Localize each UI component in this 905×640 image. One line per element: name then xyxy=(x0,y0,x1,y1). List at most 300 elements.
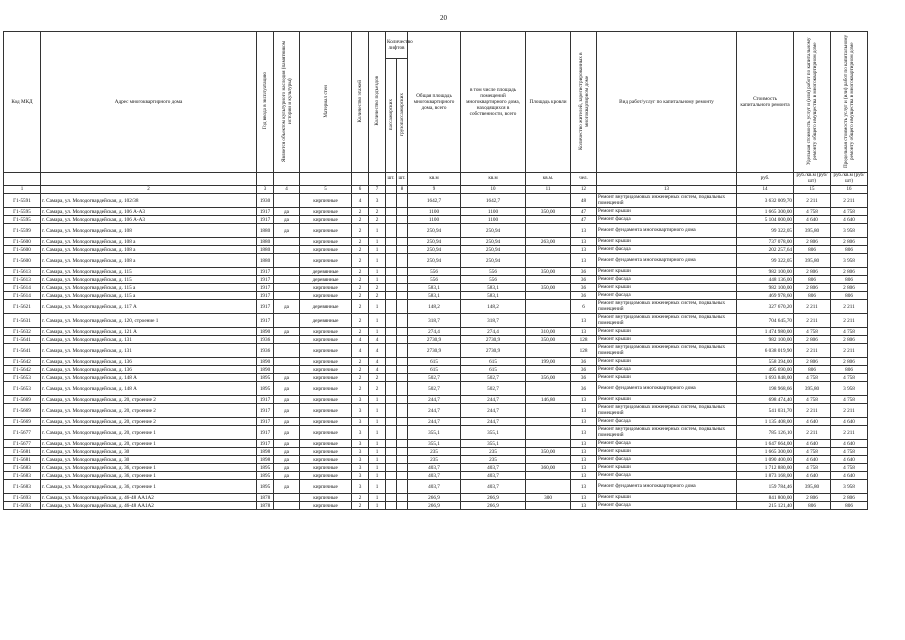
cell-floors: 2 xyxy=(352,502,369,510)
table-row xyxy=(4,208,868,216)
cell-max-cost: 4 758 xyxy=(831,374,868,382)
column-number: 8 xyxy=(397,186,408,194)
cell-entrances: 1 xyxy=(369,480,386,494)
cell-entrances: 2 xyxy=(369,216,386,224)
cell-heritage: да xyxy=(274,426,300,440)
cell-heritage xyxy=(274,238,300,246)
cell-max-cost: 4 758 xyxy=(831,328,868,336)
cell-lifts-cargo xyxy=(397,448,408,456)
cell-heritage: да xyxy=(274,396,300,404)
cell-entrances: 2 xyxy=(369,382,386,396)
column-number: 7 xyxy=(369,186,386,194)
table-row xyxy=(4,404,868,418)
cell-total-area: 235 xyxy=(408,456,461,464)
cell-walls: кирпичные xyxy=(300,328,352,336)
cell-residents: 47 xyxy=(571,208,597,216)
cell-owned-area: 274,4 xyxy=(461,328,526,336)
cell-unit-cost: 2 211 xyxy=(794,194,831,208)
cell-roof-area: 310,00 xyxy=(526,328,571,336)
cell-residents: 48 xyxy=(571,194,597,208)
cell-total-area: 148,2 xyxy=(408,300,461,314)
cell-year: 1936 xyxy=(257,336,274,344)
table-row xyxy=(4,194,868,208)
cell-work-type: Ремонт крыши xyxy=(597,374,737,382)
cell-residents: 13 xyxy=(571,314,597,328)
cell-floors: 3 xyxy=(352,472,369,480)
cell-work-type: Ремонт фундамента многоквартирного дома xyxy=(597,224,737,238)
cell-heritage: да xyxy=(274,208,300,216)
cell-lifts-cargo xyxy=(397,328,408,336)
cell-unit-cost: 395,80 xyxy=(794,382,831,396)
cell-entrances: 1 xyxy=(369,502,386,510)
header-entrances: Количество подъездов xyxy=(369,32,386,173)
cell-lifts-cargo xyxy=(397,314,408,328)
cell-owned-area: 250,94 xyxy=(461,238,526,246)
cell-code: Г1-5595 xyxy=(4,216,41,224)
cell-owned-area: 266,9 xyxy=(461,494,526,502)
cell-work-type: Ремонт крыши xyxy=(597,494,737,502)
cell-heritage xyxy=(274,284,300,292)
cell-roof-area: 350,00 xyxy=(526,448,571,456)
cell-lifts-cargo xyxy=(397,366,408,374)
cell-code: Г1-5595 xyxy=(4,208,41,216)
cell-walls: кирпичные xyxy=(300,292,352,300)
cell-total-area: 502,7 xyxy=(408,374,461,382)
cell-work-type: Ремонт внутридомовых инженерных систем, подвальных помещений xyxy=(597,194,737,208)
cell-walls: кирпичные xyxy=(300,480,352,494)
table-row xyxy=(4,418,868,426)
cell-lifts-passenger xyxy=(386,344,397,358)
cell-residents: 13 xyxy=(571,426,597,440)
cell-total-area: 615 xyxy=(408,358,461,366)
table-row xyxy=(4,276,868,284)
cell-code: Г1-5613 xyxy=(4,268,41,276)
header-owned-area: в том числе площадь помещений многоквартирного дома, находящихся в собственности, всего xyxy=(461,32,526,173)
cell-walls: кирпичные xyxy=(300,238,352,246)
table-row xyxy=(4,382,868,396)
cell-code: Г1-5677 xyxy=(4,440,41,448)
cell-owned-area: 244,7 xyxy=(461,396,526,404)
cell-unit-cost: 4 758 xyxy=(794,448,831,456)
cell-heritage xyxy=(274,494,300,502)
cell-cost: 704 645,70 xyxy=(737,314,794,328)
column-number: 10 xyxy=(461,186,526,194)
header-total-area: Общая площадь многоквартирного дома, всего xyxy=(408,32,461,173)
unit-pcs: шт. xyxy=(397,173,408,186)
cell-floors: 2 xyxy=(352,382,369,396)
cell-total-area: 355,1 xyxy=(408,440,461,448)
cell-code: Г1-5632 xyxy=(4,328,41,336)
unit-empty xyxy=(597,173,737,186)
cell-walls: кирпичные xyxy=(300,224,352,238)
cell-total-area: 583,1 xyxy=(408,284,461,292)
cell-residents: 128 xyxy=(571,336,597,344)
cell-floors: 2 xyxy=(352,276,369,284)
cell-walls: кирпичные xyxy=(300,284,352,292)
cell-entrances: 3 xyxy=(369,194,386,208)
cell-residents: 36 xyxy=(571,374,597,382)
cell-residents: 13 xyxy=(571,246,597,254)
header-year: Год ввода в эксплуатацию xyxy=(257,32,274,173)
cell-code: Г1-5600 xyxy=(4,246,41,254)
cell-year: 1890 xyxy=(257,358,274,366)
cell-floors: 3 xyxy=(352,480,369,494)
cell-roof-area xyxy=(526,366,571,374)
cell-lifts-cargo xyxy=(397,284,408,292)
cell-entrances: 4 xyxy=(369,336,386,344)
cell-floors: 4 xyxy=(352,336,369,344)
cell-residents: 36 xyxy=(571,268,597,276)
cell-residents: 36 xyxy=(571,276,597,284)
cell-cost: 1 665 300,00 xyxy=(737,448,794,456)
cell-cost: 785 126,10 xyxy=(737,426,794,440)
table-row xyxy=(4,314,868,328)
cell-unit-cost: 4 640 xyxy=(794,440,831,448)
cell-lifts-passenger xyxy=(386,374,397,382)
cell-unit-cost: 806 xyxy=(794,292,831,300)
table-row xyxy=(4,440,868,448)
cell-walls: кирпичные xyxy=(300,396,352,404)
cell-unit-cost: 4 640 xyxy=(794,418,831,426)
cell-owned-area: 250,94 xyxy=(461,254,526,268)
cell-entrances: 4 xyxy=(369,344,386,358)
cell-residents: 13 xyxy=(571,494,597,502)
cell-work-type: Ремонт крыши xyxy=(597,396,737,404)
cell-lifts-passenger xyxy=(386,224,397,238)
cell-address: г. Самара, ул. Молодогвардейская, д. 121 А xyxy=(41,328,257,336)
cell-floors: 4 xyxy=(352,344,369,358)
cell-floors: 2 xyxy=(352,238,369,246)
cell-total-area: 556 xyxy=(408,276,461,284)
cell-entrances: 1 xyxy=(369,254,386,268)
column-number: 13 xyxy=(597,186,737,194)
cell-residents: 13 xyxy=(571,448,597,456)
cell-work-type: Ремонт фасада xyxy=(597,472,737,480)
cell-work-type: Ремонт крыши xyxy=(597,464,737,472)
cell-year: 1880 xyxy=(257,224,274,238)
cell-cost: 698 474,40 xyxy=(737,396,794,404)
cell-walls: кирпичные xyxy=(300,502,352,510)
cell-work-type: Ремонт крыши xyxy=(597,268,737,276)
cell-residents: 13 xyxy=(571,472,597,480)
cell-cost: 1 090 400,00 xyxy=(737,456,794,464)
cell-roof-area: 356,00 xyxy=(526,374,571,382)
cell-total-area: 583,1 xyxy=(408,292,461,300)
cell-floors: 3 xyxy=(352,456,369,464)
cell-heritage: да xyxy=(274,418,300,426)
cell-heritage: да xyxy=(274,480,300,494)
cell-code: Г1-5677 xyxy=(4,426,41,440)
cell-lifts-cargo xyxy=(397,246,408,254)
cell-entrances: 1 xyxy=(369,418,386,426)
cell-year: 1917 xyxy=(257,208,274,216)
cell-entrances: 1 xyxy=(369,268,386,276)
cell-lifts-passenger xyxy=(386,456,397,464)
cell-lifts-passenger xyxy=(386,494,397,502)
cell-year: 1880 xyxy=(257,238,274,246)
cell-year: 1890 xyxy=(257,328,274,336)
cell-cost: 737 078,00 xyxy=(737,238,794,246)
cell-residents: 36 xyxy=(571,366,597,374)
cell-work-type: Ремонт внутридомовых инженерных систем, подвальных помещений xyxy=(597,404,737,418)
cell-heritage: да xyxy=(274,440,300,448)
cell-owned-area: 250,94 xyxy=(461,246,526,254)
repair-plan-table xyxy=(3,31,868,510)
cell-max-cost: 3 958 xyxy=(831,254,868,268)
cell-work-type: Ремонт крыши xyxy=(597,238,737,246)
cell-address: г. Самара, ул. Молодогвардейская, д. 148 А xyxy=(41,374,257,382)
cell-code: Г1-5693 xyxy=(4,494,41,502)
cell-cost: 1 135 408,00 xyxy=(737,418,794,426)
unit-empty xyxy=(257,173,274,186)
cell-code: Г1-5600 xyxy=(4,238,41,246)
cell-roof-area: 146,80 xyxy=(526,396,571,404)
cell-cost: 1 873 168,00 xyxy=(737,472,794,480)
cell-code: Г1-5669 xyxy=(4,396,41,404)
header-floors: Количество этажей xyxy=(352,32,369,173)
cell-unit-cost: 2 211 xyxy=(794,300,831,314)
cell-lifts-passenger xyxy=(386,366,397,374)
cell-unit-cost: 4 640 xyxy=(794,216,831,224)
cell-year: 1917 xyxy=(257,396,274,404)
cell-residents: 128 xyxy=(571,344,597,358)
cell-roof-area xyxy=(526,254,571,268)
cell-walls: кирпичные xyxy=(300,404,352,418)
cell-max-cost: 4 640 xyxy=(831,456,868,464)
header-code: Код МКД xyxy=(4,32,41,173)
cell-work-type: Ремонт фасада xyxy=(597,366,737,374)
cell-roof-area xyxy=(526,418,571,426)
cell-floors: 3 xyxy=(352,440,369,448)
cell-residents: 6 xyxy=(571,300,597,314)
cell-residents: 36 xyxy=(571,358,597,366)
cell-address: г. Самара, ул. Молодогвардейская, д. 136 xyxy=(41,358,257,366)
cell-cost: 1 665 300,00 xyxy=(737,208,794,216)
cell-residents: 13 xyxy=(571,254,597,268)
cell-year: 1930 xyxy=(257,194,274,208)
cell-heritage: да xyxy=(274,472,300,480)
cell-unit-cost: 2 806 xyxy=(794,494,831,502)
cell-work-type: Ремонт внутридомовых инженерных систем, подвальных помещений xyxy=(597,426,737,440)
cell-entrances: 1 xyxy=(369,448,386,456)
cell-roof-area xyxy=(526,224,571,238)
cell-lifts-cargo xyxy=(397,276,408,284)
cell-heritage: да xyxy=(274,216,300,224)
cell-work-type: Ремонт крыши xyxy=(597,208,737,216)
cell-heritage xyxy=(274,336,300,344)
cell-residents: 13 xyxy=(571,404,597,418)
table-row xyxy=(4,336,868,344)
cell-entrances: 2 xyxy=(369,208,386,216)
cell-unit-cost: 395,80 xyxy=(794,224,831,238)
cell-year: 1895 xyxy=(257,464,274,472)
cell-walls: кирпичные xyxy=(300,464,352,472)
cell-cost: 159 784,46 xyxy=(737,480,794,494)
cell-cost: 469 978,60 xyxy=(737,292,794,300)
cell-cost: 982 100,00 xyxy=(737,268,794,276)
cell-floors: 2 xyxy=(352,268,369,276)
cell-address: г. Самара, ул. Молодогвардейская, д. 106 А-А3 xyxy=(41,216,257,224)
cell-year: 1880 xyxy=(257,246,274,254)
header-work-type: Вид работ/услуг по капитальному ремонту xyxy=(597,32,737,173)
cell-total-area: 2730,9 xyxy=(408,336,461,344)
cell-year: 1895 xyxy=(257,472,274,480)
cell-code: Г1-5599 xyxy=(4,224,41,238)
cell-year: 1917 xyxy=(257,314,274,328)
cell-year: 1917 xyxy=(257,418,274,426)
cell-floors: 4 xyxy=(352,194,369,208)
cell-heritage: да xyxy=(274,300,300,314)
cell-max-cost: 806 xyxy=(831,292,868,300)
cell-heritage xyxy=(274,194,300,208)
unit-area: кв.м xyxy=(408,173,461,186)
cell-entrances: 2 xyxy=(369,374,386,382)
cell-work-type: Ремонт внутридомовых инженерных систем, подвальных помещений xyxy=(597,314,737,328)
cell-address: г. Самара, ул. Молодогвардейская, д. 20, строение 1 xyxy=(41,426,257,440)
cell-code: Г1-5600 xyxy=(4,254,41,268)
cell-walls: кирпичные xyxy=(300,208,352,216)
cell-address: г. Самара, ул. Молодогвардейская, д. 115 xyxy=(41,276,257,284)
cell-floors: 2 xyxy=(352,284,369,292)
cell-floors: 2 xyxy=(352,366,369,374)
table-row xyxy=(4,292,868,300)
cell-cost: 1 647 664,00 xyxy=(737,440,794,448)
table-row xyxy=(4,464,868,472)
cell-address: г. Самара, ул. Молодогвардейская, д. 46-48 АА1А2 xyxy=(41,502,257,510)
cell-lifts-cargo xyxy=(397,396,408,404)
cell-residents: 36 xyxy=(571,382,597,396)
cell-lifts-passenger xyxy=(386,336,397,344)
cell-residents: 13 xyxy=(571,238,597,246)
cell-max-cost: 2 806 xyxy=(831,238,868,246)
cell-roof-area xyxy=(526,404,571,418)
cell-unit-cost: 2 211 xyxy=(794,314,831,328)
column-number: 3 xyxy=(257,186,274,194)
column-number: 16 xyxy=(831,186,868,194)
cell-heritage: да xyxy=(274,382,300,396)
column-number: 15 xyxy=(794,186,831,194)
cell-lifts-passenger xyxy=(386,208,397,216)
cell-work-type: Ремонт внутридомовых инженерных систем, подвальных помещений xyxy=(597,300,737,314)
header-unit-cost: Удельная стоимость услуг и (или) работ по капитальному ремонту общего имущества в многоквартирном доме xyxy=(794,32,831,173)
cell-max-cost: 806 xyxy=(831,276,868,284)
cell-roof-area xyxy=(526,246,571,254)
cell-code: Г1-5641 xyxy=(4,336,41,344)
cell-roof-area: 350,00 xyxy=(526,336,571,344)
cell-unit-cost: 4 640 xyxy=(794,456,831,464)
cell-heritage: да xyxy=(274,464,300,472)
cell-total-area: 403,7 xyxy=(408,464,461,472)
cell-code: Г1-5653 xyxy=(4,382,41,396)
cell-entrances: 1 xyxy=(369,224,386,238)
cell-year: 1898 xyxy=(257,448,274,456)
cell-residents: 13 xyxy=(571,396,597,404)
cell-cost: 202 257,64 xyxy=(737,246,794,254)
cell-walls: кирпичные xyxy=(300,426,352,440)
header-heritage: Является объектом культурного наследия (памятником истории и культуры) xyxy=(274,32,300,173)
cell-total-area: 244,7 xyxy=(408,418,461,426)
cell-cost: 215 121,40 xyxy=(737,502,794,510)
cell-max-cost: 2 211 xyxy=(831,194,868,208)
cell-total-area: 235 xyxy=(408,448,461,456)
cell-lifts-passenger xyxy=(386,480,397,494)
cell-max-cost: 2 806 xyxy=(831,336,868,344)
cell-max-cost: 2 211 xyxy=(831,426,868,440)
cell-cost: 1 474 980,00 xyxy=(737,328,794,336)
cell-code: Г1-5613 xyxy=(4,276,41,284)
cell-address: г. Самара, ул. Молодогвардейская, д. 115 xyxy=(41,268,257,276)
cell-year: 1878 xyxy=(257,494,274,502)
cell-cost: 558 394,00 xyxy=(737,358,794,366)
cell-heritage: да xyxy=(274,224,300,238)
cell-lifts-cargo xyxy=(397,464,408,472)
unit-empty xyxy=(369,173,386,186)
cell-roof-area xyxy=(526,502,571,510)
cell-lifts-passenger xyxy=(386,194,397,208)
cell-owned-area: 1100 xyxy=(461,216,526,224)
cell-unit-cost: 806 xyxy=(794,276,831,284)
cell-work-type: Ремонт фасада xyxy=(597,216,737,224)
cell-heritage xyxy=(274,276,300,284)
cell-owned-area: 502,7 xyxy=(461,382,526,396)
cell-lifts-cargo xyxy=(397,358,408,366)
cell-lifts-cargo xyxy=(397,374,408,382)
cell-max-cost: 2 211 xyxy=(831,404,868,418)
cell-code: Г1-5683 xyxy=(4,464,41,472)
unit-area: кв.м xyxy=(461,173,526,186)
cell-address: г. Самара, ул. Молодогвардейская, д. 115 а xyxy=(41,284,257,292)
cell-owned-area: 266,9 xyxy=(461,502,526,510)
cell-max-cost: 4 640 xyxy=(831,472,868,480)
cell-unit-cost: 2 211 xyxy=(794,344,831,358)
column-number: 9 xyxy=(408,186,461,194)
cell-entrances: 1 xyxy=(369,396,386,404)
cell-cost: 327 670,20 xyxy=(737,300,794,314)
cell-work-type: Ремонт крыши xyxy=(597,328,737,336)
cell-unit-cost: 4 758 xyxy=(794,396,831,404)
cell-total-area: 2730,9 xyxy=(408,344,461,358)
cell-address: г. Самара, ул. Молодогвардейская, д. 46-48 АА1А2 xyxy=(41,494,257,502)
cell-unit-cost: 4 640 xyxy=(794,472,831,480)
cell-max-cost: 3 958 xyxy=(831,224,868,238)
cell-owned-area: 318,7 xyxy=(461,314,526,328)
cell-entrances: 2 xyxy=(369,284,386,292)
cell-roof-area xyxy=(526,472,571,480)
cell-cost: 1 712 880,00 xyxy=(737,464,794,472)
cell-total-area: 244,7 xyxy=(408,404,461,418)
cell-code: Г1-5642 xyxy=(4,358,41,366)
cell-unit-cost: 2 211 xyxy=(794,426,831,440)
cell-entrances: 1 xyxy=(369,464,386,472)
cell-unit-cost: 4 758 xyxy=(794,208,831,216)
cell-owned-area: 2730,9 xyxy=(461,344,526,358)
header-address: Адрес многоквартирного дома xyxy=(41,32,257,173)
cell-total-area: 502,7 xyxy=(408,382,461,396)
table-row xyxy=(4,448,868,456)
cell-year: 1917 xyxy=(257,276,274,284)
cell-floors: 2 xyxy=(352,292,369,300)
cell-unit-cost: 2 806 xyxy=(794,358,831,366)
cell-work-type: Ремонт внутридомовых инженерных систем, подвальных помещений xyxy=(597,344,737,358)
cell-residents: 13 xyxy=(571,418,597,426)
cell-walls: кирпичные xyxy=(300,456,352,464)
cell-floors: 2 xyxy=(352,216,369,224)
unit-empty xyxy=(41,173,257,186)
cell-owned-area: 244,7 xyxy=(461,418,526,426)
cell-lifts-cargo xyxy=(397,480,408,494)
cell-address: г. Самара, ул. Молодогвардейская, д. 148 А xyxy=(41,382,257,396)
cell-owned-area: 148,2 xyxy=(461,300,526,314)
